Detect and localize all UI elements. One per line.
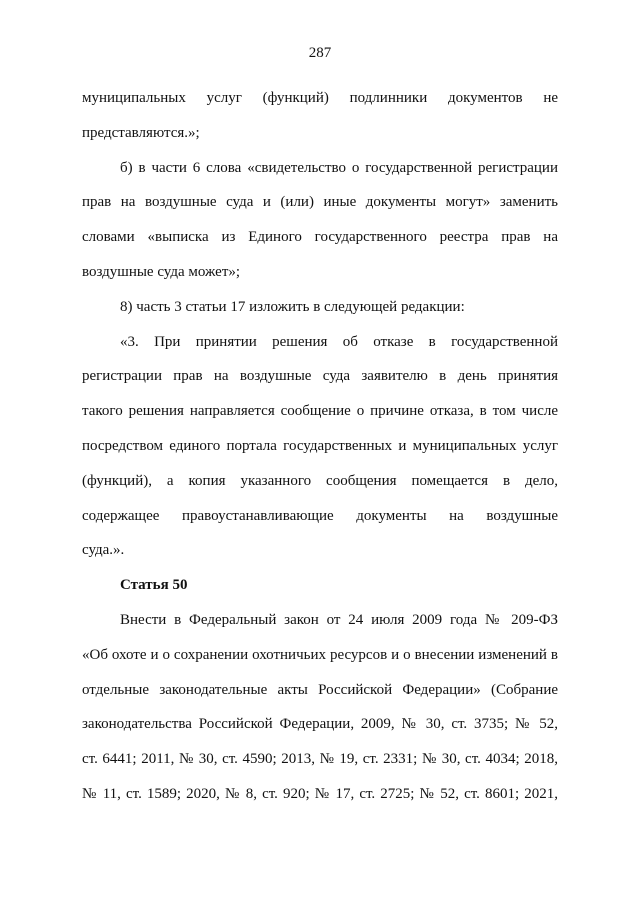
page-number: 287	[308, 45, 332, 61]
text-line: регистрации прав на воздушные суда заявителю в день принятия	[82, 368, 558, 385]
text-line: представляются.»;	[82, 124, 200, 141]
text-line: прав на воздушные суда и (или) иные документы могут» заменить	[82, 194, 558, 211]
text-line: (функций), а копия указанного сообщения помещается в дело,	[82, 472, 558, 489]
text-line: б) в части 6 слова «свидетельство о государственной регистрации	[120, 159, 558, 176]
text-line: 8) часть 3 статьи 17 изложить в следующей редакции:	[120, 298, 465, 315]
text-line: такого решения направляется сообщение о причине отказа, в том числе	[82, 403, 558, 420]
text-line: суда.».	[82, 542, 125, 559]
text-line: отдельные законодательные акты Российской Федерации» (Собрание	[82, 681, 558, 698]
text-line: муниципальных услуг (функций) подлинники документов не	[82, 90, 558, 106]
text-line: посредством единого портала государственных и муниципальных услуг	[82, 437, 558, 454]
text-line: содержащее правоустанавливающие документы на воздушные	[82, 507, 558, 524]
text-line: «Об охоте и о сохранении охотничьих ресурсов и о внесении изменений в	[82, 646, 558, 663]
text-line: словами «выписка из Единого государственного реестра прав на	[82, 229, 558, 246]
text-line: «3. При принятии решения об отказе в государственной	[120, 333, 558, 350]
text-line: Внести в Федеральный закон от 24 июля 2009 года № 209-ФЗ	[120, 611, 558, 628]
text-line: воздушные суда может»;	[82, 263, 241, 280]
text-line: законодательства Российской Федерации, 2009, № 30, ст. 3735; № 52,	[82, 716, 558, 733]
text-line: ст. 6441; 2011, № 30, ст. 4590; 2013, № 19, ст. 2331; № 30, ст. 4034; 2018,	[82, 751, 558, 768]
document-body	[82, 81, 558, 812]
text-line: № 11, ст. 1589; 2020, № 8, ст. 920; № 17, ст. 2725; № 52, ст. 8601; 2021,	[82, 785, 558, 802]
article-heading: Статья 50	[120, 577, 188, 594]
